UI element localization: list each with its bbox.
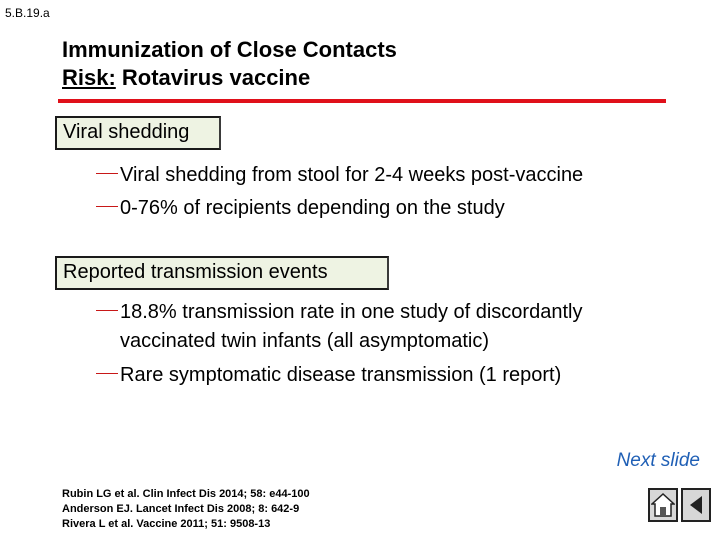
- bullet-item: 18.8% transmission rate in one study of discordantly: [96, 297, 656, 327]
- home-button[interactable]: [648, 488, 678, 522]
- bullet-item: Viral shedding from stool for 2-4 weeks post-vaccine: [96, 160, 656, 190]
- previous-arrow-icon: [685, 493, 707, 517]
- home-icon: [651, 492, 675, 518]
- dash-bullet-icon: [96, 173, 118, 174]
- title-line-2: [62, 64, 397, 92]
- section-heading-viral-shedding: Viral shedding: [55, 116, 221, 150]
- bullet-item: 0-76% of recipients depending on the study: [96, 193, 656, 223]
- bullet-continuation: vaccinated twin infants (all asymptomatic): [120, 330, 490, 352]
- previous-slide-button[interactable]: [681, 488, 711, 522]
- reference-item: Anderson EJ. Lancet Infect Dis 2008; 8: 642-9: [62, 503, 300, 515]
- references: [62, 487, 310, 532]
- next-slide-link[interactable]: Next slide: [616, 450, 700, 471]
- dash-bullet-icon: [96, 310, 118, 311]
- title-divider: [58, 99, 666, 103]
- reference-item: Rivera L et al. Vaccine 2011; 51: 9508-13: [62, 518, 271, 530]
- slide-title: [62, 36, 397, 92]
- title-line-1: Immunization of Close Contacts: [62, 37, 397, 62]
- section-heading-transmission: Reported transmission events: [55, 256, 389, 290]
- dash-bullet-icon: [96, 373, 118, 374]
- risk-label: Risk:: [62, 65, 116, 90]
- slide-id: 5.B.19.a: [5, 6, 50, 20]
- reference-item: Rubin LG et al. Clin Infect Dis 2014; 58: e44-100: [62, 488, 310, 500]
- risk-text: Rotavirus vaccine: [115, 65, 311, 90]
- dash-bullet-icon: [96, 206, 118, 207]
- bullet-item: Rare symptomatic disease transmission (1 report): [96, 360, 656, 390]
